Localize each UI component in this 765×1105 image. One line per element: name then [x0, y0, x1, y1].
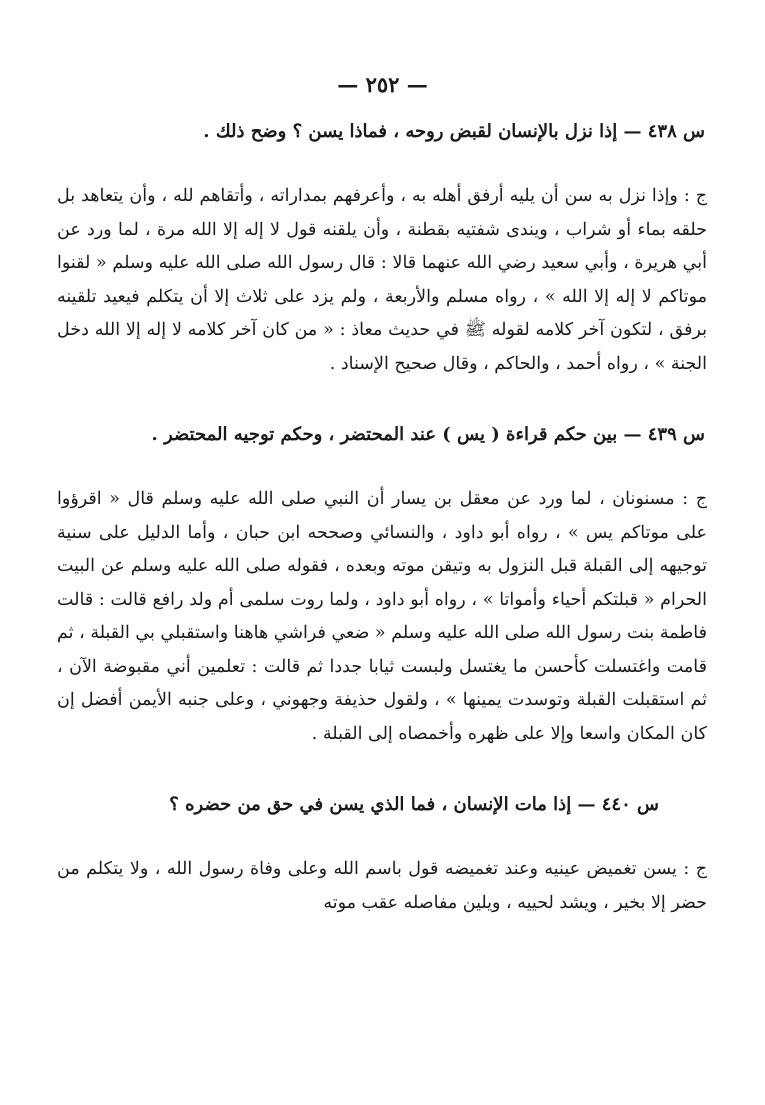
- question-440: س ٤٤٠ — إذا مات الإنسان ، فما الذي يسن في حق من حضره ؟: [169, 794, 659, 815]
- answer-439: ج : مسنونان ، لما ورد عن معقل بن يسار أن النبي صلى الله عليه وسلم قال « اقرؤوا على موتاكم يس » ، رواه أبو داود ، والنسائي وصححه ابن حبان ، وأما الدليل على سنية توجيهه إلى القبلة قبل النزول به وتيقن موته وبعده ، فقوله صلى الله عليه وسلم عن البيت الحرام « قبلتكم أحياء وأمواتا » ، رواه أبو داود ، ولما روت سلمى أم ولد رافع قالت : قالت فاطمة بنت رسول الله صلى الله عليه وسلم « ضعي فراشي هاهنا واستقبلي بي القبلة ، ثم قامت واغتسلت كأحسن ما يغتسل ولبست ثيابا جددا ثم قالت : تعلمين أني مقبوضة الآن ، ثم استقبلت القبلة وتوسدت يمينها » ، ولقول حذيفة وجهوني ، وعلى جنبه الأيمن أفضل إن كان المكان واسعا وإلا على ظهره وأخمصاه إلى القبلة .: [57, 489, 707, 744]
- spacer: [57, 455, 707, 483]
- page-content: [57, 112, 707, 920]
- spacer: [57, 381, 707, 415]
- question-439: س ٤٣٩ — بين حكم قراءة ( يس ) عند المحتضر ، وحكم توجيه المحتضر .: [151, 424, 705, 445]
- answer-440: ج : يسن تغميض عينيه وعند تغميضه قول باسم الله وعلى وفاة رسول الله ، ولا يتكلم من حضر إلا بخير ، ويشد لحييه ، ويلين مفاصله عقب موته: [57, 859, 707, 913]
- question-438: س ٤٣٨ — إذا نزل بالإنسان لقبض روحه ، فماذا يسن ؟ وضح ذلك .: [203, 121, 705, 142]
- spacer: [57, 825, 707, 853]
- page-number: — ٢٥٢ —: [337, 72, 428, 97]
- spacer: [57, 751, 707, 785]
- spacer: [57, 152, 707, 180]
- answer-438: ج : وإذا نزل به سن أن يليه أرفق أهله به ، وأعرفهم بمداراته ، وأتقاهم لله ، وأن يتعاهد بل حلقه بماء أو شراب ، ويندى شفتيه بقطنة ، وأن يلقنه قول لا إله إلا الله مرة ، لما ورد عن أبي هريرة ، وأبي سعيد رضي الله عنهما قالا : قال رسول الله صلى الله عليه وسلم « لقنوا موتاكم لا إله إلا الله » ، رواه مسلم والأربعة ، ولم يزد على ثلاث إلا أن يتكلم فيعيد تلقينه برفق ، لتكون آخر كلامه لقوله ﷺ في حديث معاذ : « من كان آخر كلامه لا إله إلا الله دخل الجنة » ، رواه أحمد ، والحاكم ، وقال صحيح الإسناد .: [57, 186, 707, 374]
